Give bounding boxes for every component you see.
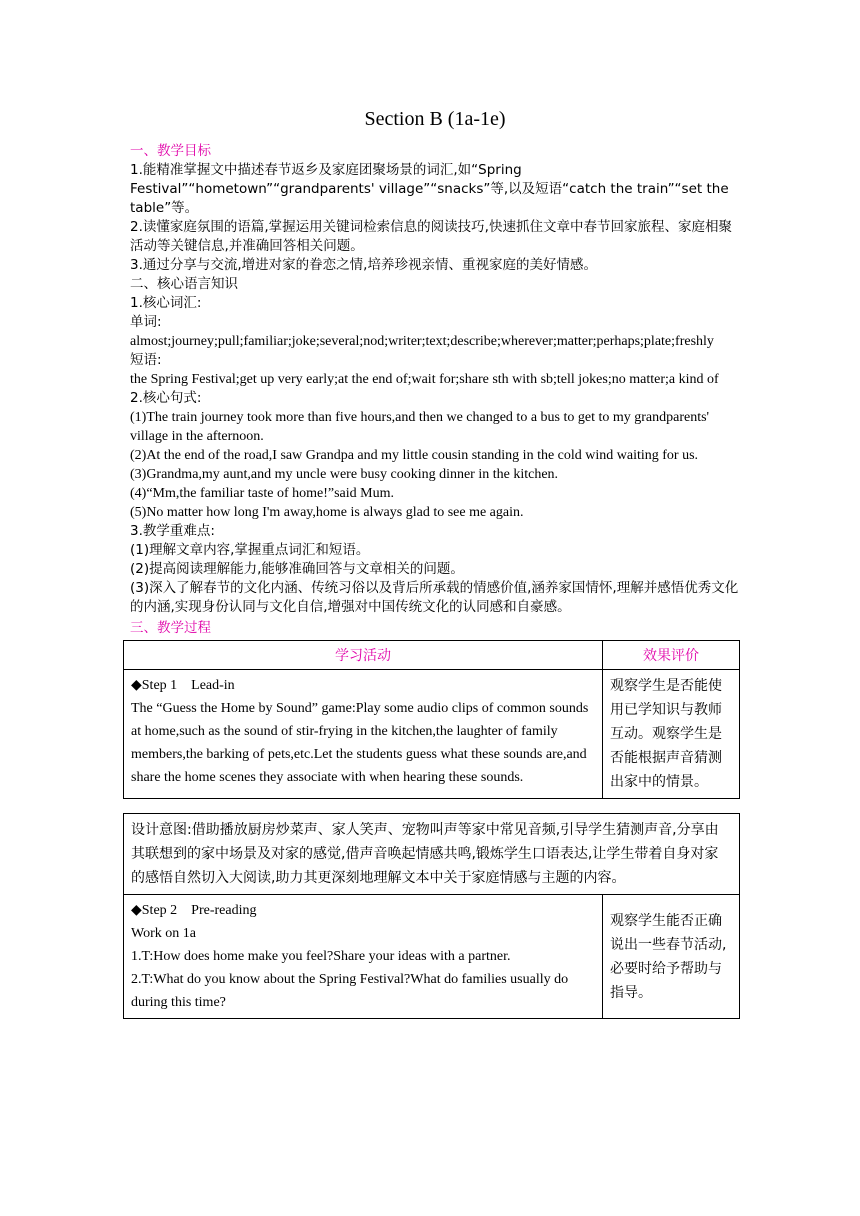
phrases-list: the Spring Festival;get up very early;at the end of;wait for;share sth with sb;tell jokes;no matter;a kind of (130, 372, 719, 387)
step2-question-1: 1.T:How does home make you feel?Share your ideas with a partner. (131, 949, 511, 964)
key-point-3: (3)深入了解春节的文化内涵、传统习俗以及背后所承载的情感价值,涵养家国情怀,理解并感悟优秀文化的内涵,实现身份认同与文化自信,增强对中国传统文化的认同感和自豪感。 (130, 580, 739, 615)
activity-column-header: 学习活动 (124, 641, 603, 670)
key-point-1: (1)理解文章内容,掌握重点词汇和短语。 (130, 542, 370, 558)
step2-cell (124, 895, 603, 1019)
evaluation-column-header: 效果评价 (603, 641, 740, 670)
document-page (130, 104, 740, 1019)
table-row (124, 895, 740, 1019)
sentences-subheading: 2.核心句式: (130, 390, 202, 406)
step1-evaluation: 观察学生是否能使用已学知识与教师互动。观察学生是否能根据声音猜测出家中的情景。 (603, 670, 740, 799)
objective-2: 2.读懂家庭氛围的语篇,掌握运用关键词检索信息的阅读技巧,快速抓住文章中春节回家旅程、家庭相聚活动等关键信息,并准确回答相关问题。 (130, 219, 732, 254)
step1-title: ◆Step 1 Lead-in (131, 678, 235, 693)
objective-3: 3.通过分享与交流,增进对家的眷恋之情,培养珍视亲情、重视家庭的美好情感。 (130, 257, 597, 273)
step1-body: The “Guess the Home by Sound” game:Play some audio clips of common sounds at home,such as the sound of stir-frying in the kitchen,the laughter of family members,the barking of pets,etc.Let the students guess what these sounds are,and share the home scenes they associate with when hearing these sounds. (131, 701, 589, 785)
sentence-3: (3)Grandma,my aunt,and my uncle were busy cooking dinner in the kitchen. (130, 467, 559, 482)
section3-heading: 三、教学过程 (130, 620, 211, 636)
page-title: Section B (1a-1e) (364, 108, 506, 130)
key-points-subheading: 3.教学重难点: (130, 523, 215, 539)
words-list: almost;journey;pull;familiar;joke;several;nod;writer;text;describe;wherever;matter;perhaps;plate;freshly (130, 334, 714, 349)
process-table-2 (123, 813, 740, 1019)
step2-work: Work on 1a (131, 926, 196, 941)
objective-1: 1.能精准掌握文中描述春节返乡及家庭团聚场景的词汇,如“Spring Festival”“hometown”“grandparents' village”“snacks”等,以及短语“catch the train”“set the table”等。 (130, 162, 729, 216)
design-intent: 设计意图:借助播放厨房炒菜声、家人笑声、宠物叫声等家中常见音频,引导学生猜测声音,分享由其联想到的家中场景及对家的感觉,借声音唤起情感共鸣,锻炼学生口语表达,让学生带着自身对家的感悟自然切入大阅读,助力其更深刻地理解文本中关于家庭情感与主题的内容。 (124, 814, 740, 895)
sentence-4: (4)“Mm,the familiar taste of home!”said Mum. (130, 486, 394, 501)
sentence-2: (2)At the end of the road,I saw Grandpa and my little cousin standing in the cold wind waiting for us. (130, 448, 699, 463)
step2-title: ◆Step 2 Pre-reading (131, 903, 257, 918)
sentence-5: (5)No matter how long I'm away,home is always glad to see me again. (130, 505, 524, 520)
phrases-label: 短语: (130, 352, 162, 368)
vocab-subheading: 1.核心词汇: (130, 295, 202, 311)
key-point-2: (2)提高阅读理解能力,能够准确回答与文章相关的问题。 (130, 561, 464, 577)
table-row (124, 670, 740, 799)
table-header-row (124, 641, 740, 670)
step2-evaluation: 观察学生能否正确说出一些春节活动,必要时给予帮助与指导。 (603, 895, 740, 1019)
step1-cell (124, 670, 603, 799)
words-label: 单词: (130, 314, 162, 330)
step2-question-2: 2.T:What do you know about the Spring Festival?What do families usually do during this time? (131, 972, 569, 1010)
table-row (124, 814, 740, 895)
section2-heading: 二、核心语言知识 (130, 276, 238, 292)
section1-heading: 一、教学目标 (130, 143, 211, 159)
sentence-1: (1)The train journey took more than five hours,and then we changed to a bus to get to my grandparents' village in the afternoon. (130, 410, 710, 444)
process-table-1 (123, 640, 740, 799)
